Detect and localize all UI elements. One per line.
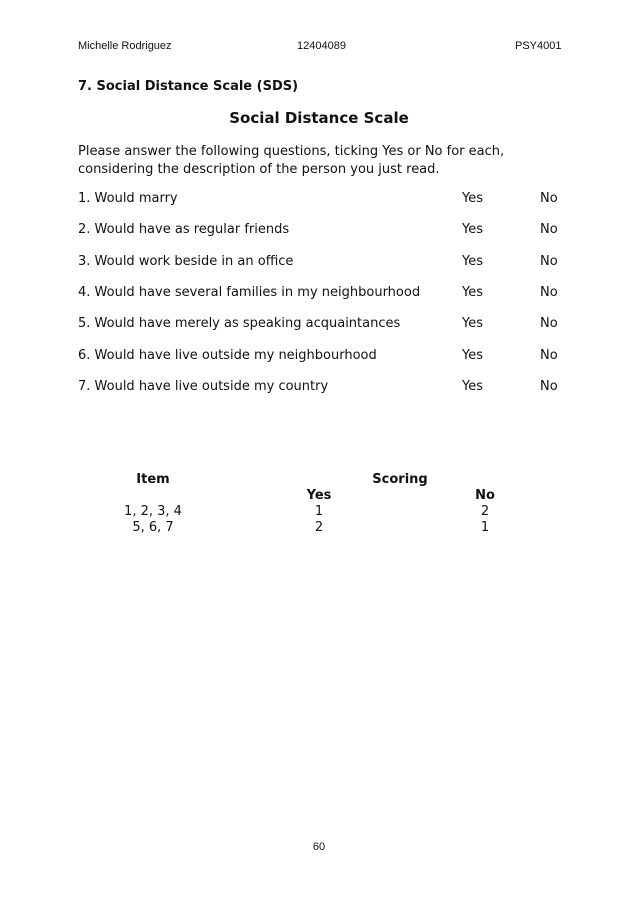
scoring-item-header: Item <box>136 472 170 487</box>
question-row <box>78 285 558 301</box>
answer-yes-option[interactable]: Yes <box>462 316 483 331</box>
header-course-code: PSY4001 <box>515 40 562 52</box>
question-row <box>78 379 558 395</box>
question-text: 7. Would have live outside my country <box>78 379 329 394</box>
question-text: 2. Would have as regular friends <box>78 222 290 237</box>
instructions-paragraph: Please answer the following questions, ticking Yes or No for each, considering the description of the person you just read. <box>78 144 505 177</box>
scoring-row-no: 1 <box>480 520 490 535</box>
answer-no-option[interactable]: No <box>540 222 558 237</box>
header-author: Michelle Rodriguez <box>78 40 172 52</box>
answer-yes-option[interactable]: Yes <box>462 348 483 363</box>
question-text: 1. Would marry <box>78 191 178 206</box>
question-text: 4. Would have several families in my neighbourhood <box>78 285 421 300</box>
scoring-header: Scoring <box>372 472 428 487</box>
answer-yes-option[interactable]: Yes <box>462 379 483 394</box>
answer-no-option[interactable]: No <box>540 191 558 206</box>
answer-no-option[interactable]: No <box>540 379 558 394</box>
question-row <box>78 191 558 207</box>
answer-yes-option[interactable]: Yes <box>462 254 483 269</box>
scoring-yes-header: Yes <box>306 488 332 503</box>
question-text: 5. Would have merely as speaking acquaintances <box>78 316 401 331</box>
scoring-row-no: 2 <box>480 504 490 519</box>
scoring-row-items: 5, 6, 7 <box>132 520 174 535</box>
question-row <box>78 316 558 332</box>
answer-no-option[interactable]: No <box>540 285 558 300</box>
scoring-row-yes: 2 <box>314 520 324 535</box>
scoring-no-header: No <box>475 488 495 503</box>
answer-yes-option[interactable]: Yes <box>462 285 483 300</box>
question-row <box>78 254 558 270</box>
question-row <box>78 348 558 364</box>
question-text: 6. Would have live outside my neighbourhood <box>78 348 377 363</box>
page-title-text: Social Distance Scale <box>229 109 409 127</box>
page-number: 60 <box>312 841 326 853</box>
answer-yes-option[interactable]: Yes <box>462 191 483 206</box>
section-heading: 7. Social Distance Scale (SDS) <box>78 79 299 94</box>
answer-yes-option[interactable]: Yes <box>462 222 483 237</box>
question-row <box>78 222 558 238</box>
answer-no-option[interactable]: No <box>540 254 558 269</box>
page-title <box>0 109 638 127</box>
scoring-row-yes: 1 <box>314 504 324 519</box>
answer-no-option[interactable]: No <box>540 316 558 331</box>
question-text: 3. Would work beside in an office <box>78 254 294 269</box>
header-student-id: 12404089 <box>297 40 346 52</box>
scoring-row-items: 1, 2, 3, 4 <box>124 504 182 519</box>
answer-no-option[interactable]: No <box>540 348 558 363</box>
